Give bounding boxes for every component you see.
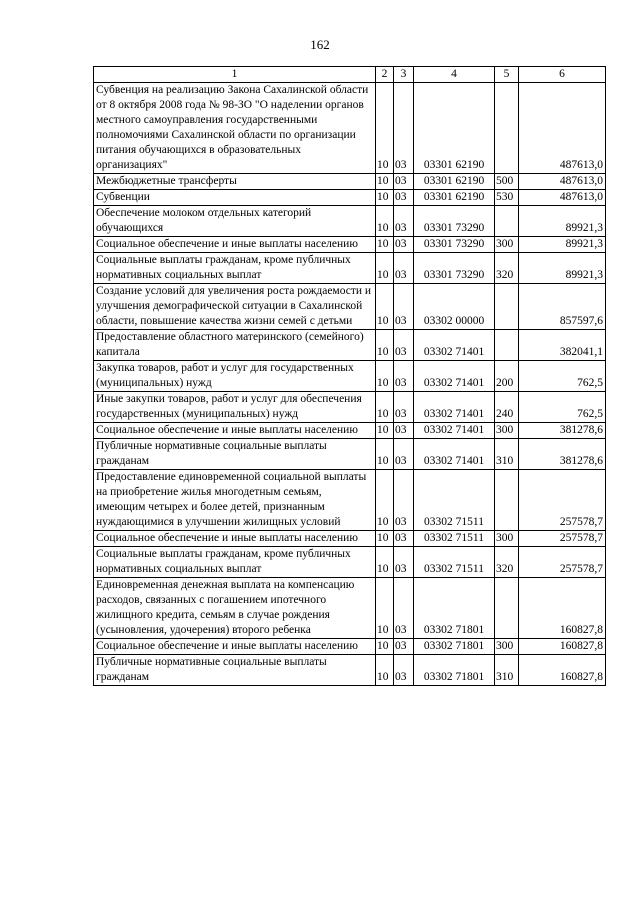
target-article-cell: 03302 71511: [414, 531, 495, 547]
subsection-cell: 03: [394, 578, 414, 639]
target-article-cell: 03302 00000: [414, 284, 495, 330]
table-row: [94, 439, 606, 470]
table-row: [94, 423, 606, 439]
table-row: [94, 83, 606, 174]
amount-cell: 381278,6: [519, 439, 606, 470]
table-row: [94, 655, 606, 686]
target-article-cell: 03302 71801: [414, 578, 495, 639]
amount-cell: 160827,8: [519, 655, 606, 686]
target-article-cell: 03301 73290: [414, 253, 495, 284]
section-cell: 10: [376, 578, 394, 639]
row-name-cell: Межбюджетные трансферты: [94, 174, 376, 190]
section-cell: 10: [376, 190, 394, 206]
column-header-4: 4: [414, 67, 495, 83]
subsection-cell: 03: [394, 361, 414, 392]
amount-cell: 257578,7: [519, 547, 606, 578]
section-cell: 10: [376, 639, 394, 655]
page-number: 162: [310, 37, 330, 52]
section-cell: 10: [376, 174, 394, 190]
subsection-cell: 03: [394, 547, 414, 578]
table-row: [94, 253, 606, 284]
expense-type-cell: [495, 578, 519, 639]
expense-type-cell: [495, 330, 519, 361]
table-row: [94, 470, 606, 531]
header-row: [94, 67, 606, 83]
amount-cell: 487613,0: [519, 190, 606, 206]
row-name-cell: Социальное обеспечение и иные выплаты населению: [94, 237, 376, 253]
expense-type-cell: 310: [495, 655, 519, 686]
table-row: [94, 392, 606, 423]
amount-cell: 487613,0: [519, 174, 606, 190]
amount-cell: 762,5: [519, 392, 606, 423]
subsection-cell: 03: [394, 284, 414, 330]
subsection-cell: 03: [394, 439, 414, 470]
expense-type-cell: [495, 83, 519, 174]
column-header-2: 2: [376, 67, 394, 83]
row-name-cell: Закупка товаров, работ и услуг для государственных (муниципальных) нужд: [94, 361, 376, 392]
subsection-cell: 03: [394, 190, 414, 206]
subsection-cell: 03: [394, 330, 414, 361]
subsection-cell: 03: [394, 237, 414, 253]
row-name-cell: Создание условий для увеличения роста рождаемости и улучшения демографической ситуации в Сахалинской области, повышение качества жизни семей с детьми: [94, 284, 376, 330]
table-row: [94, 578, 606, 639]
subsection-cell: 03: [394, 655, 414, 686]
subsection-cell: 03: [394, 174, 414, 190]
table-row: [94, 547, 606, 578]
table-row: [94, 237, 606, 253]
amount-cell: 160827,8: [519, 639, 606, 655]
expense-type-cell: 320: [495, 253, 519, 284]
target-article-cell: 03302 71801: [414, 655, 495, 686]
expense-type-cell: [495, 206, 519, 237]
table-row: [94, 330, 606, 361]
expense-type-cell: 240: [495, 392, 519, 423]
expense-type-cell: 300: [495, 639, 519, 655]
column-header-1: 1: [94, 67, 376, 83]
amount-cell: 257578,7: [519, 531, 606, 547]
column-header-6: 6: [519, 67, 606, 83]
expense-type-cell: 300: [495, 531, 519, 547]
amount-cell: 381278,6: [519, 423, 606, 439]
table-row: [94, 284, 606, 330]
expense-type-cell: 300: [495, 423, 519, 439]
amount-cell: 487613,0: [519, 83, 606, 174]
section-cell: 10: [376, 423, 394, 439]
row-name-cell: Социальное обеспечение и иные выплаты населению: [94, 531, 376, 547]
amount-cell: 89921,3: [519, 206, 606, 237]
amount-cell: 160827,8: [519, 578, 606, 639]
row-name-cell: Субвенция на реализацию Закона Сахалинской области от 8 октября 2008 года № 98-ЗО "О наделении органов местного самоуправления государственными полномочиями Сахалинской области по организации питания обучающихся в образовательных организациях": [94, 83, 376, 174]
subsection-cell: 03: [394, 83, 414, 174]
section-cell: 10: [376, 206, 394, 237]
amount-cell: 762,5: [519, 361, 606, 392]
column-header-3: 3: [394, 67, 414, 83]
target-article-cell: 03301 62190: [414, 190, 495, 206]
table-row: [94, 639, 606, 655]
target-article-cell: 03302 71401: [414, 439, 495, 470]
table-row: [94, 190, 606, 206]
expense-type-cell: [495, 284, 519, 330]
section-cell: 10: [376, 439, 394, 470]
expense-type-cell: 310: [495, 439, 519, 470]
row-name-cell: Предоставление единовременной социальной выплаты на приобретение жилья многодетным семьям, имеющим четырех и более детей, признанным нуждающимися в улучшении жилищных условий: [94, 470, 376, 531]
row-name-cell: Социальное обеспечение и иные выплаты населению: [94, 639, 376, 655]
amount-cell: 89921,3: [519, 237, 606, 253]
section-cell: 10: [376, 655, 394, 686]
budget-table: [93, 66, 606, 686]
expense-type-cell: [495, 470, 519, 531]
section-cell: 10: [376, 392, 394, 423]
section-cell: 10: [376, 361, 394, 392]
row-name-cell: Публичные нормативные социальные выплаты гражданам: [94, 439, 376, 470]
row-name-cell: Иные закупки товаров, работ и услуг для обеспечения государственных (муниципальных) нужд: [94, 392, 376, 423]
subsection-cell: 03: [394, 470, 414, 531]
expense-type-cell: 200: [495, 361, 519, 392]
table-row: [94, 174, 606, 190]
expense-type-cell: 500: [495, 174, 519, 190]
section-cell: 10: [376, 470, 394, 531]
row-name-cell: Социальные выплаты гражданам, кроме публичных нормативных социальных выплат: [94, 253, 376, 284]
table-row: [94, 206, 606, 237]
amount-cell: 257578,7: [519, 470, 606, 531]
row-name-cell: Предоставление областного материнского (семейного) капитала: [94, 330, 376, 361]
subsection-cell: 03: [394, 253, 414, 284]
target-article-cell: 03302 71511: [414, 547, 495, 578]
table-row: [94, 361, 606, 392]
section-cell: 10: [376, 284, 394, 330]
target-article-cell: 03301 73290: [414, 237, 495, 253]
section-cell: 10: [376, 330, 394, 361]
amount-cell: 382041,1: [519, 330, 606, 361]
row-name-cell: Единовременная денежная выплата на компенсацию расходов, связанных с погашением ипотечного жилищного кредита, семьям в случае рождения (усыновления, удочерения) второго ребенка: [94, 578, 376, 639]
subsection-cell: 03: [394, 423, 414, 439]
subsection-cell: 03: [394, 639, 414, 655]
section-cell: 10: [376, 531, 394, 547]
section-cell: 10: [376, 547, 394, 578]
target-article-cell: 03301 73290: [414, 206, 495, 237]
subsection-cell: 03: [394, 392, 414, 423]
subsection-cell: 03: [394, 206, 414, 237]
row-name-cell: Социальные выплаты гражданам, кроме публичных нормативных социальных выплат: [94, 547, 376, 578]
table-row: [94, 531, 606, 547]
section-cell: 10: [376, 237, 394, 253]
row-name-cell: Обеспечение молоком отдельных категорий обучающихся: [94, 206, 376, 237]
amount-cell: 857597,6: [519, 284, 606, 330]
expense-type-cell: 530: [495, 190, 519, 206]
section-cell: 10: [376, 83, 394, 174]
subsection-cell: 03: [394, 531, 414, 547]
target-article-cell: 03302 71401: [414, 361, 495, 392]
row-name-cell: Субвенции: [94, 190, 376, 206]
target-article-cell: 03302 71401: [414, 330, 495, 361]
expense-type-cell: 300: [495, 237, 519, 253]
section-cell: 10: [376, 253, 394, 284]
target-article-cell: 03302 71401: [414, 392, 495, 423]
target-article-cell: 03301 62190: [414, 174, 495, 190]
column-header-5: 5: [495, 67, 519, 83]
expense-type-cell: 320: [495, 547, 519, 578]
target-article-cell: 03301 62190: [414, 83, 495, 174]
amount-cell: 89921,3: [519, 253, 606, 284]
target-article-cell: 03302 71511: [414, 470, 495, 531]
row-name-cell: Публичные нормативные социальные выплаты гражданам: [94, 655, 376, 686]
target-article-cell: 03302 71801: [414, 639, 495, 655]
row-name-cell: Социальное обеспечение и иные выплаты населению: [94, 423, 376, 439]
target-article-cell: 03302 71401: [414, 423, 495, 439]
